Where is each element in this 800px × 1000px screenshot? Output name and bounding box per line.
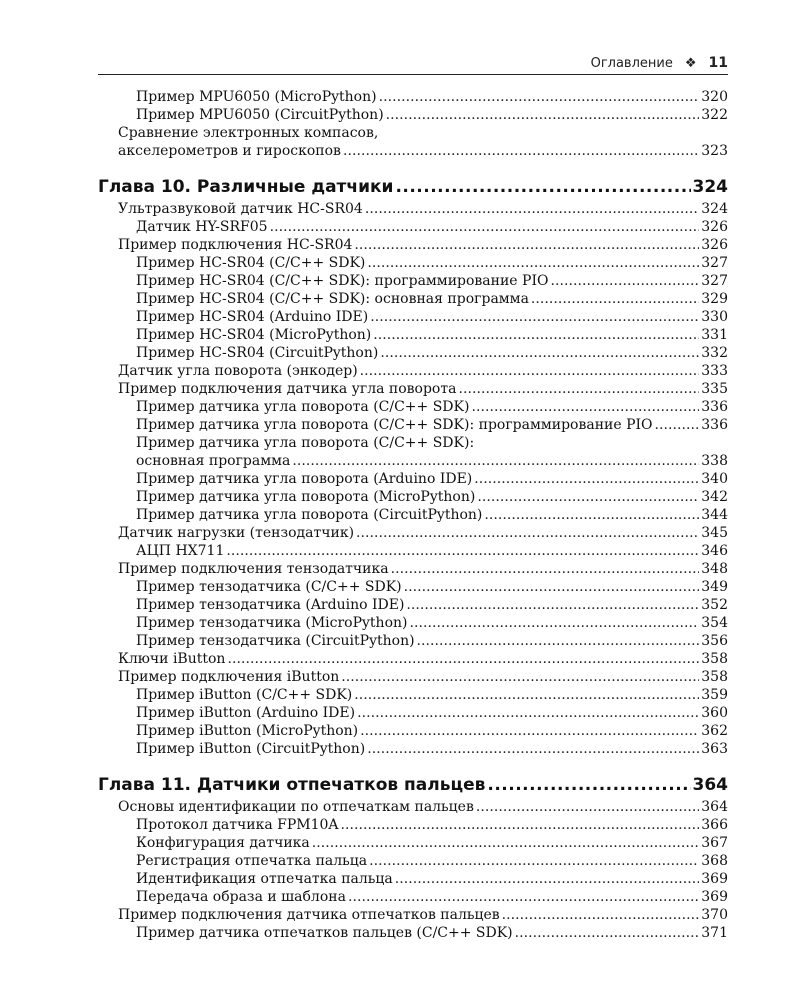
- toc-entry-continuation: основная программа . . . 338: [98, 452, 728, 470]
- toc-entry: Пример HC-SR04 (Arduino IDE) . . . 330: [98, 308, 728, 326]
- toc-entry: Конфигурация датчика . . . 367: [98, 834, 728, 852]
- toc-entry: Протокол датчика FPM10A . . . 366: [98, 816, 728, 834]
- toc-entry: Ключи iButton . . . 358: [98, 650, 728, 668]
- toc-entry: Пример HC-SR04 (CircuitPython) . . . 332: [98, 344, 728, 362]
- chapter-heading: [98, 176, 728, 198]
- chapter-11-entries: [98, 798, 728, 942]
- chapter-10-entries: [98, 200, 728, 758]
- toc-entry: Датчик HY-SRF05 . . . 326: [98, 218, 728, 236]
- toc-entry: Пример iButton (MicroPython) . . . 362: [98, 722, 728, 740]
- toc-entry: Пример MPU6050 (CircuitPython) . . . 322: [98, 106, 728, 124]
- toc-entry: Пример датчика отпечатков пальцев (C/C++ SDK) . . . 371: [98, 924, 728, 942]
- toc-entry: Пример датчика угла поворота (C/C++ SDK):: [136, 435, 475, 451]
- toc-entry: Датчик угла поворота (энкодер) . . . 333: [98, 362, 728, 380]
- toc-entry: Пример тензодатчика (Arduino IDE) . . . 352: [98, 596, 728, 614]
- header-section-title: Оглавление: [590, 55, 673, 71]
- toc-entry: Пример тензодатчика (CircuitPython) . . . 356: [98, 632, 728, 650]
- chapter-heading: [98, 774, 728, 796]
- toc-entry: Пример датчика угла поворота (CircuitPython) . . . 344: [98, 506, 728, 524]
- toc-entry-continuation: акселерометров и гироскопов . . . 323: [98, 142, 728, 160]
- chapter-page: 324: [692, 177, 728, 197]
- toc-entry: Ультразвуковой датчик HC-SR04 . . . 324: [98, 200, 728, 218]
- toc-entry: Пример подключения iButton . . . 358: [98, 668, 728, 686]
- toc-entry: Пример подключения HC-SR04 . . . 326: [98, 236, 728, 254]
- toc-entry: Регистрация отпечатка пальца . . . 368: [98, 852, 728, 870]
- header-separator-icon: ❖: [684, 55, 697, 71]
- toc-entry: Передача образа и шаблона . . . 369: [98, 888, 728, 906]
- toc-entry: АЦП HX711 . . . 346: [98, 542, 728, 560]
- toc-entry: Основы идентификации по отпечаткам пальцев . . . 364: [98, 798, 728, 816]
- toc-entry: Сравнение электронных компасов,: [118, 125, 379, 141]
- toc-entry: Пример подключения тензодатчика . . . 348: [98, 560, 728, 578]
- toc-entry: Пример подключения датчика отпечатков пальцев . . . 370: [98, 906, 728, 924]
- toc-entry: Пример iButton (CircuitPython) . . . 363: [98, 740, 728, 758]
- toc-entry: Пример HC-SR04 (C/C++ SDK) . . . 327: [98, 254, 728, 272]
- chapter-title: Глава 11. Датчики отпечатков пальцев: [98, 775, 486, 795]
- toc-entry: Пример HC-SR04 (C/C++ SDK): основная программа . . . 329: [98, 290, 728, 308]
- toc-entry: Пример датчика угла поворота (MicroPython) . . . 342: [98, 488, 728, 506]
- toc-entry: Идентификация отпечатка пальца . . . 369: [98, 870, 728, 888]
- chapter-page: 364: [692, 775, 728, 795]
- table-of-contents: [98, 88, 728, 942]
- toc-entry: Датчик нагрузки (тензодатчик) . . . 345: [98, 524, 728, 542]
- toc-entry: Пример тензодатчика (C/C++ SDK) . . . 349: [98, 578, 728, 596]
- header-page-number: 11: [708, 55, 728, 71]
- toc-entry: Пример подключения датчика угла поворота . . . 335: [98, 380, 728, 398]
- chapter-title: Глава 10. Различные датчики: [98, 177, 394, 197]
- toc-entry: Пример датчика угла поворота (C/C++ SDK): программирование PIO . . . 336: [98, 416, 728, 434]
- toc-entry: Пример датчика угла поворота (C/C++ SDK) . . . 336: [98, 398, 728, 416]
- running-header: [98, 50, 728, 75]
- toc-entry: Пример тензодатчика (MicroPython) . . . 354: [98, 614, 728, 632]
- toc-entry: Пример HC-SR04 (C/C++ SDK): программирование PIO . . . 327: [98, 272, 728, 290]
- toc-entry: Пример iButton (C/C++ SDK) . . . 359: [98, 686, 728, 704]
- toc-entry: Пример MPU6050 (MicroPython) . . . 320: [98, 88, 728, 106]
- toc-entry: Пример HC-SR04 (MicroPython) . . . 331: [98, 326, 728, 344]
- toc-entry: Пример iButton (Arduino IDE) . . . 360: [98, 704, 728, 722]
- toc-entry: Пример датчика угла поворота (Arduino IDE) . . . 340: [98, 470, 728, 488]
